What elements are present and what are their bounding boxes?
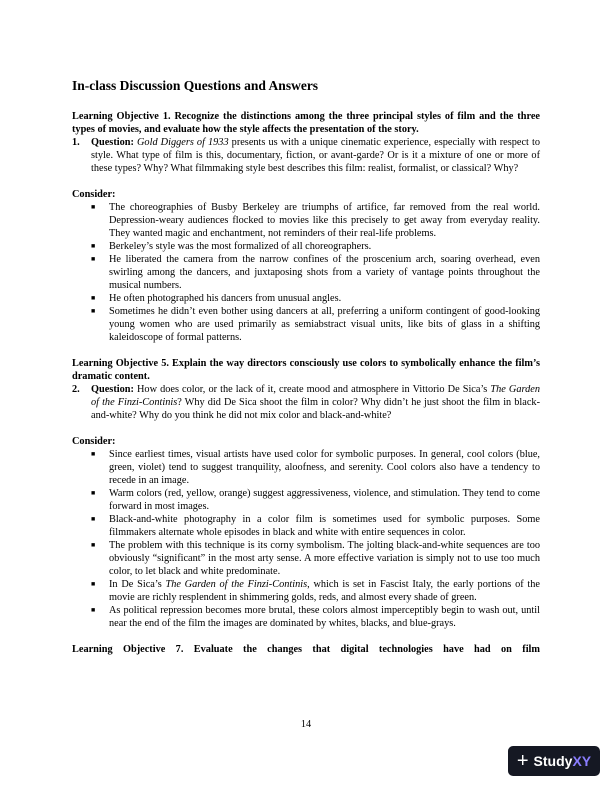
question-number: 1. [72,137,80,148]
studyxy-logo: + StudyXY [508,746,600,776]
square-bullet-icon: ■ [91,307,96,315]
square-bullet-icon: ■ [91,489,96,497]
list-item: ■ Since earliest times, visual artists have used color for symbolic purposes. In general, cool colors (blue, green, violet) tend to suggest tranquility, aloofness, and serenity. Cool colors also have a tendency to recede in an image. [91,449,540,486]
consider-heading: Consider: [72,436,116,447]
page-number: 14 [300,719,312,730]
question-text: presents us with a unique cinematic experience, especially with respect to style. What type of film is this, documentary, fiction, or avant-garde? Or is it a mixture of one or more of these types? Why? What filmmaking style best describes this film: realist, formalist, or classical? Why? [91,137,540,174]
square-bullet-icon: ■ [91,580,96,588]
square-bullet-icon: ■ [91,515,96,523]
question-2: 2. Question: How does color, or the lack of it, create mood and atmosphere in Vittorio De Sica’s The Garden of the Finzi-Continis? Why did De Sica shoot the film in color? Why didn’t he just shoot the film in black-and-white? Why do you think he did not mix color and black-and-white? [72,384,540,421]
learning-objective-5: Learning Objective 5. Explain the way directors consciously use colors to symbolically enhance the film’s dramatic content. [72,358,540,382]
learning-objective-1: Learning Objective 1. Recognize the distinctions among the three principal styles of film and the three types of movies, and evaluate how the style affects the presentation of the story. [72,111,540,135]
question-number: 2. [72,384,80,395]
film-title: The Garden of the Finzi-Continis [91,384,540,408]
square-bullet-icon: ■ [91,541,96,549]
square-bullet-icon: ■ [91,255,96,263]
question-text: ? Why did De Sica shoot the film in color? Why didn’t he just shoot the film in black-and-white? Why do you think he did not mix color and black-and-white? [91,397,540,421]
film-title: The Garden of the Finzi-Continis [165,579,308,590]
question-label: Question: [91,137,134,148]
list-item: ■ Warm colors (red, yellow, orange) suggest aggressiveness, violence, and stimulation. They tend to come forward in most images. [91,488,540,512]
square-bullet-icon: ■ [91,203,96,211]
plus-icon: + [516,750,529,772]
list-item: ■ The choreographies of Busby Berkeley are triumphs of artifice, far removed from the real world. Depression-weary audiences flocked to movies like this precisely to get away from everyday reality. They wanted magic and enchantment, not reminders of their real-life problems. [91,202,540,239]
list-item: ■ He liberated the camera from the narrow confines of the proscenium arch, soaring overhead, even swirling among the dancers, and juxtaposing shots from a variety of vantage points throughout the musical numbers. [91,254,540,291]
square-bullet-icon: ■ [91,242,96,250]
list-item: ■ Sometimes he didn’t even bother using dancers at all, preferring a uniform contingent of good-looking young women who are used primarily as semiabstract visual units, like bits of glass in a shifting kaleidoscope of formal patterns. [91,306,540,343]
list-item: ■ He often photographed his dancers from unusual angles. [91,293,342,304]
consider-list-2 [72,448,540,630]
list-item: ■ As political repression becomes more brutal, these colors almost imperceptibly begin to wash out, until near the end of the film the images are dominated by whites, blacks, and blue-grays. [91,605,540,629]
question-label: Question: [91,384,134,395]
list-item: ■ Berkeley’s style was the most formalized of all choreographers. [91,241,372,252]
square-bullet-icon: ■ [91,606,96,614]
film-title: Gold Diggers of 1933 [137,137,229,148]
document-page [72,78,540,656]
question-1 [72,136,540,175]
learning-objective-7: Learning Objective 7. Evaluate the changes that digital technologies have had on film [72,644,540,655]
square-bullet-icon: ■ [91,294,96,302]
consider-heading: Consider: [72,189,116,200]
consider-list-1 [72,201,540,344]
list-item: ■ Black-and-white photography in a color film is sometimes used for symbolic purposes. Some filmmakers alternate whole episodes in black and white with entire sequences in color. [91,514,540,538]
list-item: ■ The problem with this technique is its corny symbolism. The jolting black-and-white sequences are too obviously “significant” in the most arty sense. A more effective variation is simply not to use too much color, to let black and white predominate. [91,540,540,577]
page-title: In-class Discussion Questions and Answers [72,78,319,93]
square-bullet-icon: ■ [91,450,96,458]
list-item: ■ In De Sica’s The Garden of the Finzi-Continis, which is set in Fascist Italy, the early portions of the movie are richly resplendent in shimmering golds, reds, and almost every shade of green. [91,579,540,603]
